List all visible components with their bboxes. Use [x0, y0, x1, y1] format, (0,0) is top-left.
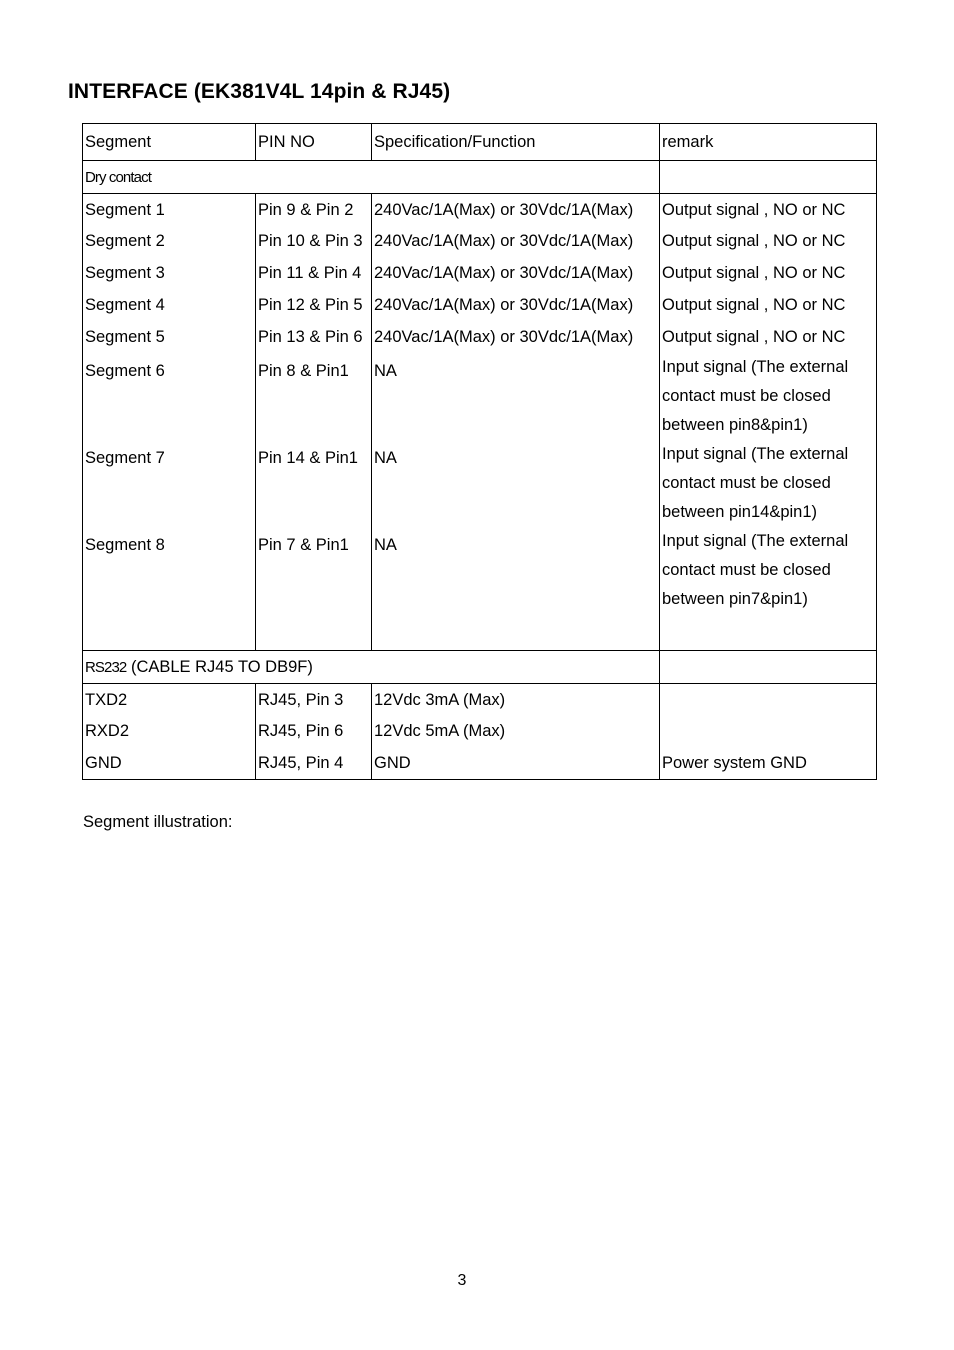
cell-pin: Pin 9 & Pin 2	[256, 194, 372, 226]
table-header-row	[83, 124, 877, 161]
cell-spec: NA	[374, 449, 397, 467]
cell-spec: GND	[372, 747, 660, 780]
section-row-dry-contact	[83, 161, 877, 194]
header-remark: remark	[660, 124, 877, 161]
cell-segment: Segment 6	[85, 362, 165, 380]
cell-pin: Pin 11 & Pin 4	[256, 257, 372, 289]
table-row	[83, 225, 877, 257]
cell-pin: Pin 12 & Pin 5	[256, 289, 372, 321]
table-row	[83, 747, 877, 780]
cell-pin: Pin 13 & Pin 6	[256, 321, 372, 353]
cell-remark: Output signal , NO or NC	[660, 257, 877, 289]
header-segment: Segment	[83, 124, 256, 161]
cell-spec: NA	[374, 536, 397, 554]
table-row	[83, 715, 877, 747]
cell-remark: Output signal , NO or NC	[660, 321, 877, 353]
cell-spec: 12Vdc 5mA (Max)	[372, 715, 660, 747]
page-title: INTERFACE (EK381V4L 14pin & RJ45)	[68, 80, 451, 103]
cell-remark: Input signal (The external contact must be closed between pin14&pin1)	[660, 440, 877, 527]
cell-pin: RJ45, Pin 6	[256, 715, 372, 747]
cell-segment: Segment 1	[83, 194, 256, 226]
cell-segment: Segment 8	[85, 536, 165, 554]
table-spacer-row	[83, 614, 877, 651]
header-spec: Specification/Function	[372, 124, 660, 161]
table-row	[83, 440, 877, 527]
cell-spec: 240Vac/1A(Max) or 30Vdc/1A(Max)	[372, 257, 660, 289]
cell-pin: Pin 10 & Pin 3	[256, 225, 372, 257]
table-row	[83, 321, 877, 353]
cell-segment: TXD2	[83, 684, 256, 716]
cell-remark	[660, 684, 877, 716]
cell-pin: Pin 14 & Pin1	[258, 449, 358, 467]
cell-segment: Segment 5	[83, 321, 256, 353]
cell-segment: Segment 2	[83, 225, 256, 257]
section-label-dry-contact: Dry contact	[85, 168, 151, 186]
cell-segment: Segment 3	[83, 257, 256, 289]
cell-spec: 240Vac/1A(Max) or 30Vdc/1A(Max)	[372, 225, 660, 257]
cell-segment: Segment 4	[83, 289, 256, 321]
section-row-rs232	[83, 651, 877, 684]
cell-remark: Power system GND	[660, 747, 877, 780]
cell-remark: Output signal , NO or NC	[660, 225, 877, 257]
cell-remark: Output signal , NO or NC	[660, 194, 877, 226]
cell-spec: 240Vac/1A(Max) or 30Vdc/1A(Max)	[372, 194, 660, 226]
section-label-rs232-cable: (CABLE RJ45 TO DB9F)	[126, 657, 313, 676]
cell-spec: 240Vac/1A(Max) or 30Vdc/1A(Max)	[372, 289, 660, 321]
cell-remark: Input signal (The external contact must be closed between pin7&pin1)	[660, 527, 877, 614]
section-label-rs232: RS232	[85, 658, 127, 676]
table-row	[83, 257, 877, 289]
cell-pin: RJ45, Pin 3	[256, 684, 372, 716]
header-pin-no: PIN NO	[256, 124, 372, 161]
table-row	[83, 684, 877, 716]
table-row	[83, 527, 877, 614]
cell-remark	[660, 715, 877, 747]
cell-spec: 12Vdc 3mA (Max)	[372, 684, 660, 716]
cell-pin: Pin 8 & Pin1	[258, 362, 349, 380]
cell-segment: Segment 7	[85, 449, 165, 467]
table-row	[83, 194, 877, 226]
cell-pin: Pin 7 & Pin1	[258, 536, 349, 554]
page-number: 3	[457, 1272, 467, 1289]
cell-spec: 240Vac/1A(Max) or 30Vdc/1A(Max)	[372, 321, 660, 353]
cell-remark: Input signal (The external contact must be closed between pin8&pin1)	[660, 353, 877, 440]
cell-pin: RJ45, Pin 4	[256, 747, 372, 780]
interface-table	[82, 123, 877, 780]
segment-illustration-caption: Segment illustration:	[83, 813, 233, 831]
cell-spec: NA	[374, 362, 397, 380]
cell-segment: GND	[83, 747, 256, 780]
table-row	[83, 289, 877, 321]
table-row	[83, 353, 877, 440]
cell-remark: Output signal , NO or NC	[660, 289, 877, 321]
cell-segment: RXD2	[83, 715, 256, 747]
